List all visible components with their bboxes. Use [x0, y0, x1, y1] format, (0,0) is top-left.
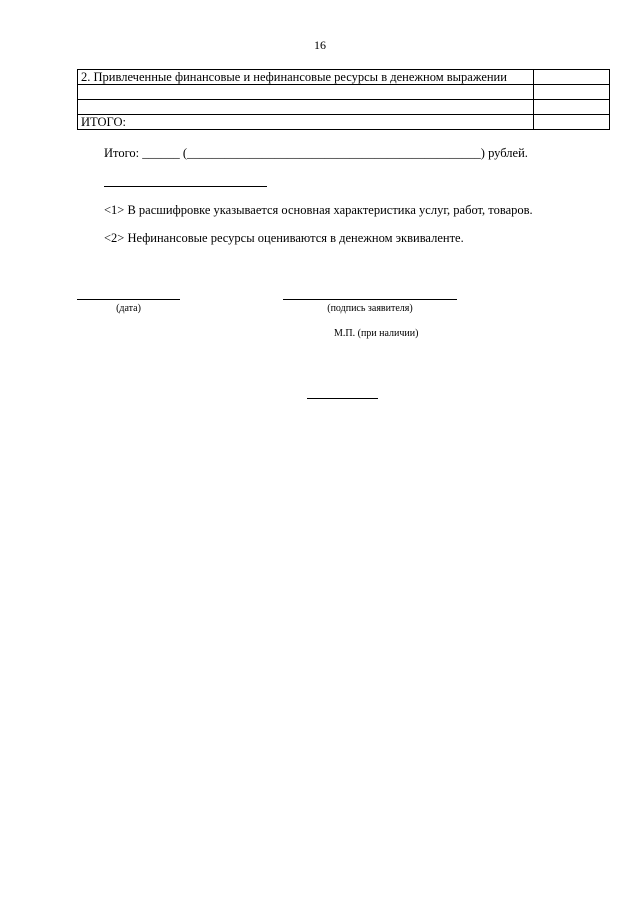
table-row [78, 70, 610, 85]
footnote-separator [104, 186, 267, 187]
table-cell-value [534, 115, 610, 130]
table-row [78, 115, 610, 130]
table-cell-value [534, 85, 610, 100]
page-number: 16 [314, 38, 326, 52]
footnote-2: <2> Нефинансовые ресурсы оцениваются в денежном эквиваленте. [104, 231, 464, 245]
table-row [78, 100, 610, 115]
table-cell-value [534, 100, 610, 115]
signature-caption: (подпись заявителя) [327, 303, 413, 314]
signature-line [283, 299, 457, 300]
table-cell-value [534, 70, 610, 85]
table-cell-label: 2. Привлеченные финансовые и нефинансовые ресурсы в денежном выражении [78, 70, 534, 85]
table-cell-label: ИТОГО: [78, 115, 534, 130]
stamp-caption: М.П. (при наличии) [334, 328, 419, 339]
table-cell-label [78, 100, 534, 115]
date-line [77, 299, 180, 300]
total-sum-line: Итого: ______ (_______________________________________________) рублей. [104, 146, 528, 160]
date-caption: (дата) [116, 303, 141, 314]
end-line [307, 398, 378, 399]
footnote-1: <1> В расшифровке указывается основная характеристика услуг, работ, товаров. [104, 203, 533, 217]
table-row [78, 85, 610, 100]
resources-table [77, 69, 610, 130]
table-cell-label [78, 85, 534, 100]
